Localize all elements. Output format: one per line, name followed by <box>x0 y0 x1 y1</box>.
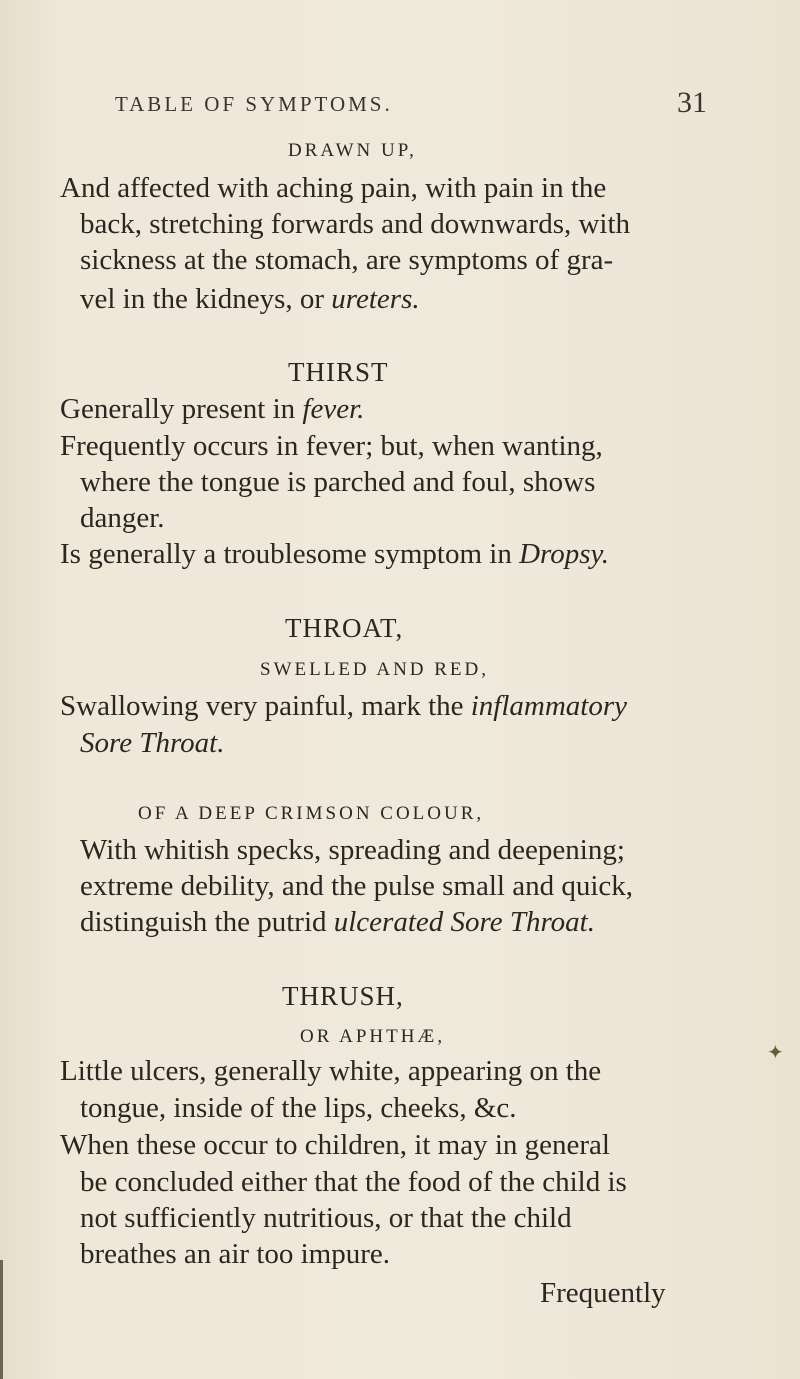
body-line: Is generally a troublesome symptom in Dropsy. <box>60 538 610 570</box>
subheading-crimson: OF A DEEP CRIMSON COLOUR, <box>138 803 485 824</box>
body-line: be concluded either that the food of the child is <box>80 1166 627 1198</box>
heading-throat: THROAT, <box>285 613 404 643</box>
body-line: breathes an air too impure. <box>80 1238 391 1270</box>
body-line: vel in the kidneys, or ureters. <box>80 283 420 315</box>
running-title: TABLE OF SYMPTOMS. <box>115 92 393 116</box>
body-line: Frequently occurs in fever; but, when wanting, <box>60 430 603 462</box>
body-line: tongue, inside of the lips, cheeks, &c. <box>80 1092 517 1124</box>
page-number: 31 <box>677 86 707 119</box>
italic-term: inflammatory <box>470 690 628 722</box>
italic-term: fever. <box>302 393 365 425</box>
body-line: distinguish the putrid ulcerated Sore Throat. <box>80 906 595 938</box>
body-line: extreme debility, and the pulse small and quick, <box>80 870 633 902</box>
body-line: When these occur to children, it may in general <box>60 1129 610 1161</box>
heading-thrush: THRUSH, <box>282 981 404 1011</box>
page-edge-shadow <box>0 1260 3 1379</box>
heading-thirst: THIRST <box>288 357 389 387</box>
body-line <box>80 725 224 761</box>
body-line: sickness at the stomach, are symptoms of gra- <box>80 244 614 276</box>
body-line: Little ulcers, generally white, appearing on the <box>60 1055 602 1087</box>
italic-term: Sore Throat. <box>80 727 225 759</box>
subheading-swelled: SWELLED AND RED, <box>260 659 490 680</box>
body-line: Swallowing very painful, mark the inflammatory <box>60 690 628 722</box>
catchword: Frequently <box>540 1277 666 1309</box>
body-line: And affected with aching pain, with pain in the <box>60 172 607 204</box>
body-line: With whitish specks, spreading and deepening; <box>80 834 625 866</box>
body-line: where the tongue is parched and foul, shows <box>80 466 596 498</box>
italic-term: Dropsy. <box>519 538 610 570</box>
italic-term: ulcerated Sore Throat. <box>333 906 595 938</box>
italic-term: ureters. <box>331 283 420 315</box>
subheading-aphthae: OR APHTHÆ, <box>300 1026 446 1047</box>
body-line: not sufficiently nutritious, or that the child <box>80 1202 572 1234</box>
drawn-up-caption: DRAWN UP, <box>288 140 417 161</box>
margin-ink-mark: ✦ <box>767 1042 784 1064</box>
body-line: Generally present in fever. <box>60 393 365 425</box>
body-line: back, stretching forwards and downwards, with <box>80 208 631 240</box>
body-line: danger. <box>80 502 165 534</box>
